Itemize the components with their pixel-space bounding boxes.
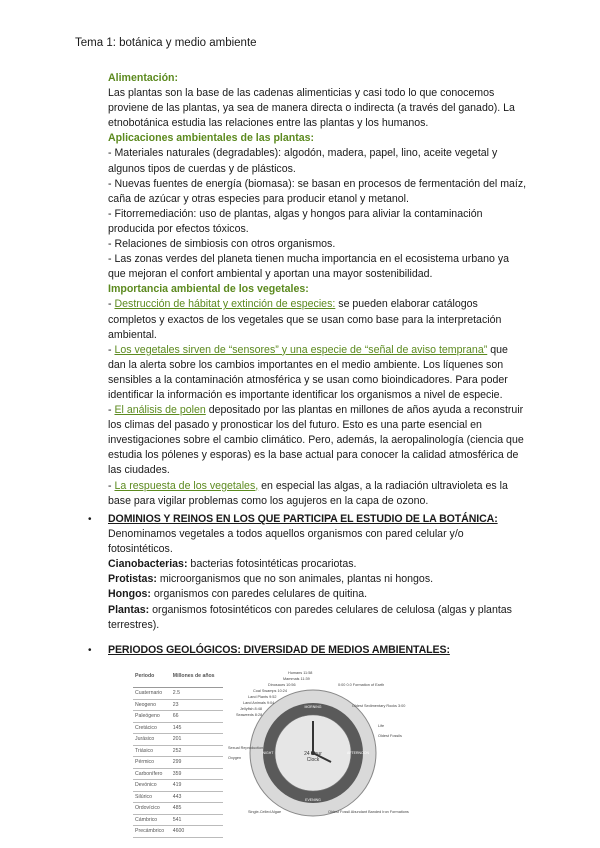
period-name: Precámbrico [133, 826, 171, 838]
period-age: 299 [171, 757, 223, 769]
clock-label: Oxygen [228, 756, 242, 760]
period-name: Cámbrico [133, 814, 171, 826]
table-row [133, 711, 223, 723]
dominios-intro: Denominamos vegetales a todos aquellos organismos con pared celular y/o fotosintéticos. [108, 528, 464, 556]
clock-label: Sexual Reproduction [228, 746, 264, 750]
importancia-item [108, 343, 528, 403]
table-row [133, 699, 223, 711]
table-row [133, 757, 223, 769]
item-text: se pueden elaborar catálogos completos y exactos de los vegetales que se usan como base para la interpretación ambiental. [108, 298, 502, 341]
importancia-link[interactable]: Destrucción de hábitat y extinción de especies: [114, 298, 336, 311]
aplicaciones-item: - Relaciones de simbiosis con otros organismos. [108, 238, 336, 251]
periods-table-body [133, 688, 223, 838]
aplicaciones-item: - Nuevas fuentes de energía (biomasa): se basan en procesos de fermentación del maíz, caña de azúcar y otras especies para producir etanol y metanol. [108, 177, 527, 205]
period-age: 201 [171, 734, 223, 746]
table-row [133, 745, 223, 757]
importancia-link[interactable]: El análisis de polen [114, 404, 206, 417]
importancia-heading: Importancia ambiental de los vegetales: [108, 283, 309, 296]
clock-labels-bottom [248, 810, 409, 814]
table-row [133, 768, 223, 780]
clock-label: Humans 11:58 [288, 671, 313, 675]
aplicaciones-item: - Las zonas verdes del planeta tienen mucha importancia en el ecosistema urbano ya que mejoran el confort ambiental y aportan una mayor sostenibilidad. [108, 253, 510, 281]
periods-col-periodo: Periodo [133, 665, 171, 688]
period-age: 541 [171, 814, 223, 826]
table-row [133, 826, 223, 838]
periodos-section [88, 643, 528, 658]
table-row [133, 803, 223, 815]
dominio-item [108, 572, 528, 587]
bullet-icon: • [88, 645, 92, 656]
period-name: Neogeno [133, 699, 171, 711]
main-content [108, 71, 528, 509]
importancia-link[interactable]: Los vegetales sirven de “sensores” y una especie de “señal de aviso temprana” [114, 343, 488, 356]
clock-ring-label: NIGHT [262, 751, 274, 755]
periods-table [133, 665, 223, 838]
dominio-term: Protistas: [108, 573, 157, 586]
period-age: 419 [171, 780, 223, 792]
dominios-section [88, 512, 528, 633]
dominio-term: Cianobacterias: [108, 558, 188, 571]
dominio-term: Plantas: [108, 603, 150, 616]
period-name: Triásico [133, 745, 171, 757]
clock-center-label: Clock [306, 757, 320, 763]
alimentacion-heading: Alimentación: [108, 72, 179, 84]
table-row [133, 780, 223, 792]
dominio-text: bacterias fotosintéticas procariotas. [187, 558, 357, 571]
period-name: Cuaternario [133, 688, 171, 700]
item-text: depositado por las plantas en millones de años ayuda a reconstruir los climas del pasado y pronosticar los del futuro. Esto es una parte esencial en investigaciones sobre el cambio climático. Pero, además, la aeropalinología (ciencia que estudia los pólenes y esporas) es la base actual para conocer la calidad atmosférica de las ciudades. [108, 404, 524, 477]
period-name: Pérmico [133, 757, 171, 769]
clock-label: Single-Celled Algae [248, 810, 282, 814]
item-prefix: - [108, 479, 115, 492]
dominios-heading: DOMINIOS Y REINOS EN LOS QUE PARTICIPA EL ESTUDIO DE LA BOTÁNICA: [108, 513, 498, 525]
item-prefix: - [108, 343, 115, 356]
clock-label: Seaweeds 8:28 [236, 713, 263, 717]
table-row [133, 734, 223, 746]
period-age: 23 [171, 699, 223, 711]
geologic-figure [133, 665, 503, 835]
clock-ring-label: AFTERNOON [347, 751, 369, 755]
dominio-text: microorganismos que no son animales, plantas ni hongos. [156, 573, 434, 586]
periods-col-millones: Millones de años [171, 665, 223, 688]
dominio-text: organismos fotosintéticos con paredes celulares de celulosa (algas y plantas terrestres). [108, 603, 512, 631]
clock-label: Oldest Fossil Abundant Banded Iron Formations [328, 810, 409, 814]
aplicaciones-item: - Materiales naturales (degradables): algodón, madera, papel, lino, aceite vegetal y algunos tipos de cuerdas y de plásticos. [108, 147, 498, 175]
aplicaciones-heading: Aplicaciones ambientales de las plantas: [108, 132, 315, 145]
page-header: Tema 1: botánica y medio ambiente [75, 37, 257, 49]
period-name: Carbonífero [133, 768, 171, 780]
item-prefix: - [108, 298, 115, 311]
period-age: 485 [171, 803, 223, 815]
clock-label: Land Animals 9:04 [243, 701, 275, 705]
period-name: Devónico [133, 780, 171, 792]
item-text: en especial las algas, a la radiación ultravioleta es la base para vigilar problemas como los agujeros en la capa de ozono. [108, 479, 508, 507]
table-row [133, 722, 223, 734]
period-name: Ordovícico [133, 803, 171, 815]
period-age: 252 [171, 745, 223, 757]
clock-label: 0:00 0.0 Formation of Earth [338, 683, 385, 687]
period-age: 443 [171, 791, 223, 803]
period-age: 2.5 [171, 688, 223, 700]
clock-ring-label: EVENING [305, 798, 321, 802]
period-age: 4600 [171, 826, 223, 838]
period-age: 359 [171, 768, 223, 780]
period-name: Silúrico [133, 791, 171, 803]
period-name: Cretácico [133, 722, 171, 734]
dominio-term: Hongos: [108, 588, 151, 601]
clock-label: Oldest Sedimentary Rocks 3:00 [352, 704, 406, 708]
item-prefix: - [108, 404, 115, 417]
bullet-icon: • [88, 514, 92, 525]
dominio-item [108, 587, 528, 602]
period-name: Paleógeno [133, 711, 171, 723]
clock-label: Jellyfish 8:48 [240, 707, 262, 711]
table-row [133, 791, 223, 803]
dominio-item [108, 603, 528, 633]
clock-label: Coal Swamps 10:24 [253, 689, 287, 693]
clock-label: Mammals 11:39 [283, 677, 310, 681]
clock-center-label: 24 Hour [304, 751, 322, 757]
clock-label: Land Plants 9:52 [248, 695, 277, 699]
importancia-link[interactable]: La respuesta de los vegetales, [114, 479, 259, 492]
dominio-text: organismos con paredes celulares de quitina. [150, 588, 368, 601]
period-age: 145 [171, 722, 223, 734]
importancia-item [108, 479, 528, 509]
clock-label: Oldest Fossils [378, 734, 402, 738]
table-row [133, 814, 223, 826]
period-age: 66 [171, 711, 223, 723]
clock-label: Dinosaurs 10:56 [268, 683, 296, 687]
periodos-heading: PERIODOS GEOLÓGICOS: DIVERSIDAD DE MEDIOS AMBIENTALES: [108, 644, 450, 656]
item-text: que dan la alerta sobre los cambios importantes en el medio ambiente. Los líquenes son sensibles a la contaminación atmosférica y se usan como bioindicadores. Para poder identificar la información es importante identificar los organismos a nivel de especie. [108, 343, 508, 401]
table-row [133, 688, 223, 700]
clock-label: Life [378, 724, 385, 728]
clock-ring-label: MORNING [304, 705, 322, 709]
dominio-item [108, 557, 528, 572]
period-name: Jurásico [133, 734, 171, 746]
alimentacion-text: Las plantas son la base de las cadenas alimenticias y casi todo lo que conocemos proviene de las plantas, ya sea de manera directa o indirecta (a través del ganado). La etnobotánica estudia las relaciones entre las plantas y los humanos. [108, 87, 515, 130]
aplicaciones-item: - Fitorremediación: uso de plantas, algas y hongos para aliviar la contaminación producida por efectos tóxicos. [108, 207, 483, 235]
importancia-item [108, 297, 528, 342]
geologic-clock [228, 667, 409, 819]
importancia-item [108, 403, 528, 478]
